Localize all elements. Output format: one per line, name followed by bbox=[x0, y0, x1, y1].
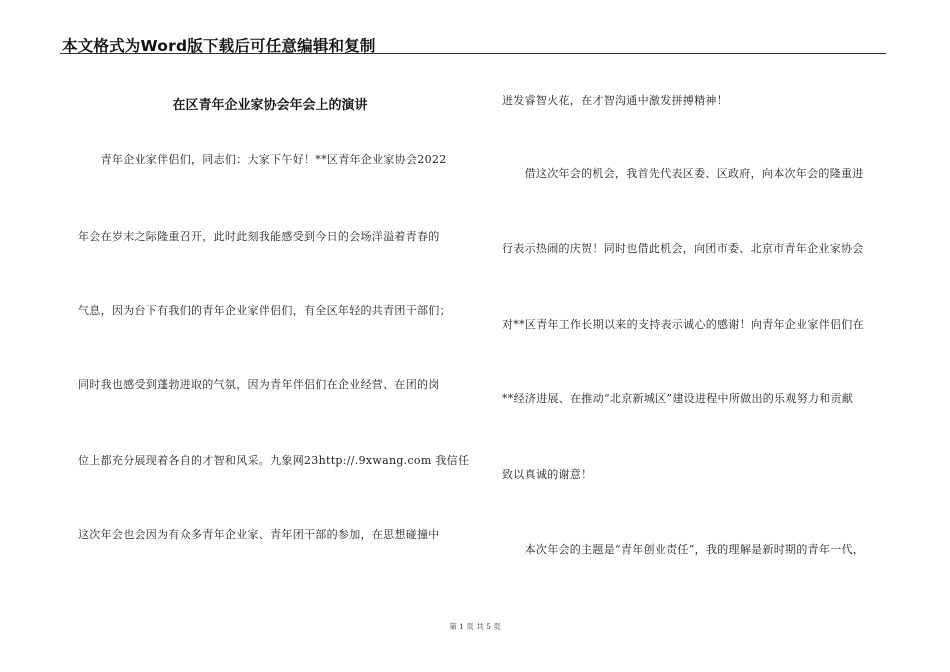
left-column-line: 这次年会也会因为有众多青年企业家、青年团干部的参加，在思想碰撞中 bbox=[78, 528, 440, 541]
document-title: 在区青年企业家协会年会上的演讲 bbox=[172, 98, 368, 113]
header-divider bbox=[60, 53, 886, 54]
right-column-line: 借这次年会的机会，我首先代表区委、区政府，向本次年会的隆重进 bbox=[502, 167, 864, 180]
right-column-line: 迸发睿智火花，在才智沟通中激发拼搏精神！ bbox=[502, 94, 728, 107]
page-number-footer: 第 1 页 共 5 页 bbox=[449, 622, 501, 631]
left-column-line: 青年企业家伴侣们，同志们：大家下午好！**区青年企业家协会2022 bbox=[78, 153, 447, 166]
left-column-line: 同时我也感受到蓬勃进取的气氛，因为青年伴侣们在企业经营、在团的岗 bbox=[78, 378, 440, 391]
right-column-line: **经济进展、在推动“北京新城区”建设进程中所做出的乐观努力和贡献 bbox=[502, 392, 854, 405]
right-column-line: 本次年会的主题是“青年创业责任”，我的理解是新时期的青年一代， bbox=[502, 543, 865, 556]
left-column-line: 年会在岁末之际隆重召开，此时此刻我能感受到今日的会场洋溢着青春的 bbox=[78, 230, 440, 243]
right-column-line: 行表示热闹的庆贺！同时也借此机会，向团市委、北京市青年企业家协会 bbox=[502, 242, 864, 255]
document-header: 本文格式为Word版下载后可任意编辑和复制 bbox=[62, 37, 376, 55]
left-column-line: 气息，因为台下有我们的青年企业家伴侣们，有全区年轻的共青团干部们； bbox=[78, 304, 451, 317]
left-column-line: 位上都充分展现着各自的才智和风采。九象网23http://.9xwang.com 我信任 bbox=[78, 454, 470, 467]
right-column-line: 致以真诚的谢意！ bbox=[502, 468, 593, 481]
right-column-line: 对**区青年工作长期以来的支持表示诚心的感谢！向青年企业家伴侣们在 bbox=[502, 318, 864, 331]
